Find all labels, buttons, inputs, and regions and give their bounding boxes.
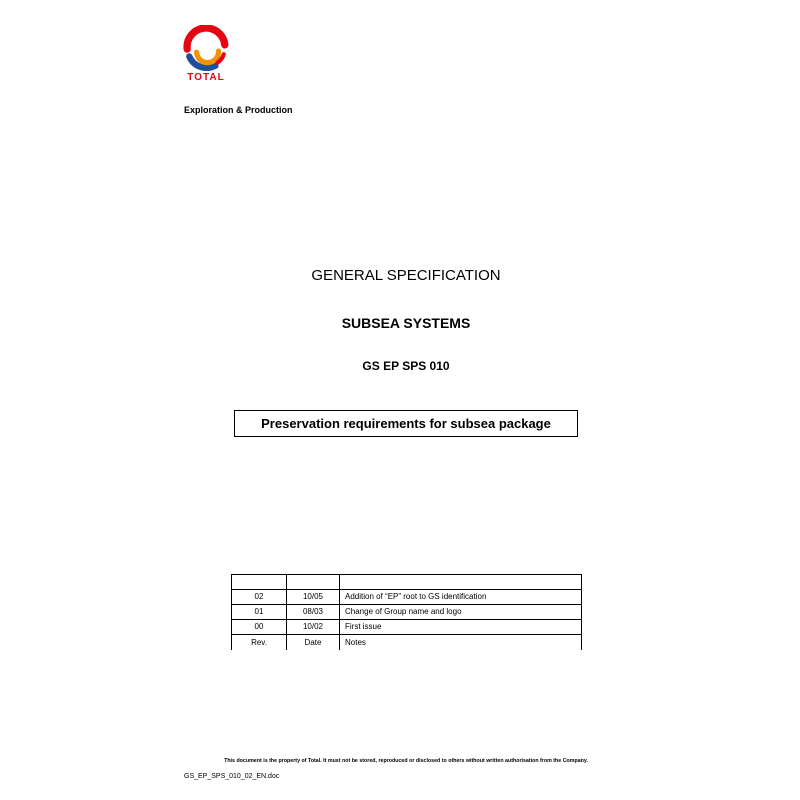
notes-label: Notes xyxy=(340,635,582,651)
document-subject: Preservation requirements for subsea package xyxy=(261,416,551,431)
revision-table xyxy=(231,574,582,650)
rev-cell: 01 xyxy=(232,605,287,620)
division-name: Exploration & Production xyxy=(184,105,293,115)
table-row-blank xyxy=(232,575,582,590)
rev-label: Rev. xyxy=(232,635,287,651)
logo-wordmark: TOTAL xyxy=(187,72,225,83)
notes-cell: Addition of “EP” root to GS identification xyxy=(340,590,582,605)
total-logo-icon xyxy=(183,25,229,71)
table-row xyxy=(232,620,582,635)
confidentiality-notice: This document is the property of Total. It must not be stored, reproduced or disclosed to others without written authorisation from the Company. xyxy=(224,758,588,764)
rev-cell: 02 xyxy=(232,590,287,605)
date-label: Date xyxy=(287,635,340,651)
date-cell: 10/05 xyxy=(287,590,340,605)
notes-cell: First issue xyxy=(340,620,582,635)
document-code: GS EP SPS 010 xyxy=(362,359,450,373)
rev-cell: 00 xyxy=(232,620,287,635)
file-name: GS_EP_SPS_010_02_EN.doc xyxy=(184,773,280,780)
document-type: GENERAL SPECIFICATION xyxy=(311,267,501,284)
notes-cell: Change of Group name and logo xyxy=(340,605,582,620)
date-cell: 10/02 xyxy=(287,620,340,635)
date-cell: 08/03 xyxy=(287,605,340,620)
table-row xyxy=(232,605,582,620)
subject-box xyxy=(234,410,578,437)
document-domain: SUBSEA SYSTEMS xyxy=(341,315,471,331)
table-label-row xyxy=(232,635,582,651)
table-row xyxy=(232,590,582,605)
